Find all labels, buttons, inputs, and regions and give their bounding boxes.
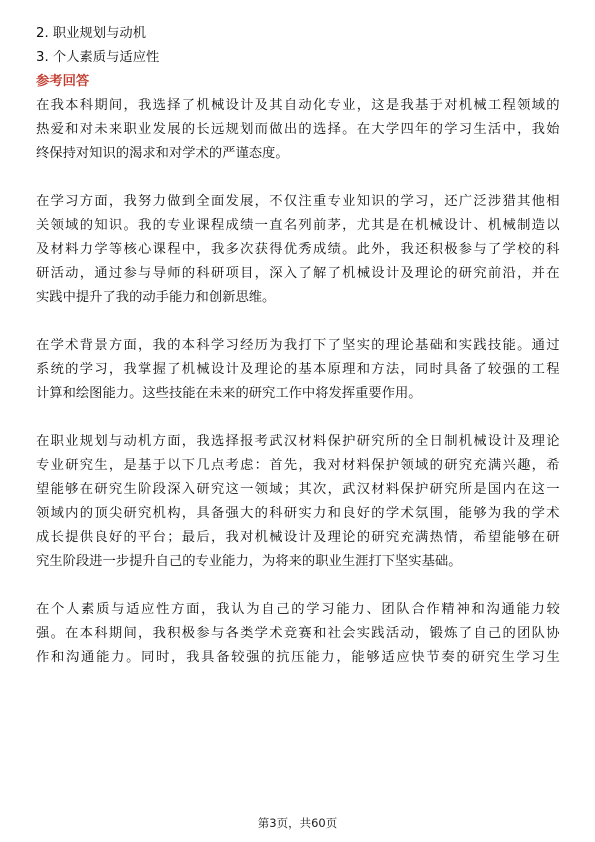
paragraph-line: 强 。 在 本 科 期 间 ， 我 积 极 参 与 各 类 学 术 竞 赛 和 社 会 实 践 活 动 ， 锻 炼 了 自 己 的 团 队 协 <box>36 626 560 641</box>
paragraph-line: 在 我 本 科 期 间 ， 我 选 择 了 机 械 设 计 及 其 自 动 化 专 业 ， 这 是 我 基 于 对 机 械 工 程 领 域 的 <box>36 98 560 113</box>
paragraph-gap <box>36 406 560 430</box>
paragraph <box>36 190 560 310</box>
paragraph-line: 关 领 域 的 知 识 。 我 的 专 业 课 程 成 绩 一 直 名 列 前 茅 ， 尤 其 是 在 机 械 设 计 、 机 械 制 造 以 <box>36 218 560 233</box>
paragraph-line: 终保持对知识的渴求和对学术的严谨态度。 <box>36 146 289 161</box>
paragraph-line: 作 和 沟 通 能 力 。 同 时 ， 我 具 备 较 强 的 抗 压 能 力 ， 能 够 适 应 快 节 奏 的 研 究 生 学 习 生 <box>36 650 560 665</box>
paragraph-line: 在 学 习 方 面 ， 我 努 力 做 到 全 面 发 展 ， 不 仅 注 重 专 业 知 识 的 学 习 ， 还 广 泛 涉 猎 其 他 相 <box>36 194 560 209</box>
paragraph-line: 在 个 人 素 质 与 适 应 性 方 面 ， 我 认 为 自 己 的 学 习 能 力 、 团 队 合 作 精 神 和 沟 通 能 力 较 <box>36 602 560 617</box>
list-item-career-planning: 2. 职业规划与动机 <box>36 26 146 41</box>
paragraph-line: 望 能 够 在 研 究 生 阶 段 深 入 研 究 这 一 领 域 ； 其 次 ， 武 汉 材 料 保 护 研 究 所 是 国 内 在 这 一 <box>36 482 560 497</box>
paragraph-line: 系 统 的 学 习 ， 我 掌 握 了 机 械 设 计 及 理 论 的 基 本 原 理 和 方 法 ， 同 时 具 备 了 较 强 的 工 程 <box>36 362 560 377</box>
paragraph-line: 实践中提升了我的动手能力和创新思维。 <box>36 290 276 305</box>
paragraph-line: 在 学 术 背 景 方 面 ， 我 的 本 科 学 习 经 历 为 我 打 下 了 坚 实 的 理 论 基 础 和 实 践 技 能 。 通 过 <box>36 338 560 353</box>
paragraph-line: 领 域 内 的 顶 尖 研 究 机 构 ， 具 备 强 大 的 科 研 实 力 和 良 好 的 学 术 氛 围 ， 能 够 为 我 的 学 术 <box>36 506 560 521</box>
page-number-footer: 第3页，共60页 <box>257 816 338 830</box>
paragraph-line: 成 长 提 供 良 好 的 平 台 ； 最 后 ， 我 对 机 械 设 计 及 理 论 的 研 究 充 满 热 情 ， 希 望 能 够 在 研 <box>36 530 560 545</box>
paragraph <box>36 334 560 406</box>
paragraph-gap <box>36 310 560 334</box>
paragraph-line: 及 材 料 力 学 等 核 心 课 程 中 ， 我 多 次 获 得 优 秀 成 绩 。 此 外 ， 我 还 积 极 参 与 了 学 校 的 科 <box>36 242 560 257</box>
paragraph-line: 专 业 研 究 生 ， 是 基 于 以 下 几 点 考 虑 ： 首 先 ， 我 对 材 料 保 护 领 域 的 研 究 充 满 兴 趣 ， 希 <box>36 458 560 473</box>
reference-answer-label: 参考回答 <box>36 74 90 89</box>
paragraph <box>36 430 560 574</box>
answer-paragraphs <box>36 94 560 670</box>
paragraph <box>36 598 560 670</box>
paragraph-line: 研 活 动 ， 通 过 参 与 导 师 的 科 研 项 目 ， 深 入 了 解 了 机 械 设 计 及 理 论 的 研 究 前 沿 ， 并 在 <box>36 266 560 281</box>
paragraph-line: 热 爱 和 对 未 来 职 业 发 展 的 长 远 规 划 而 做 出 的 选 择 。 在 大 学 四 年 的 学 习 生 活 中 ， 我 始 <box>36 122 560 137</box>
paragraph <box>36 94 560 166</box>
list-item-personal-qualities: 3. 个人素质与适应性 <box>36 50 160 65</box>
paragraph-line: 计算和绘图能力。这些技能在未来的研究工作中将发挥重要作用。 <box>36 386 422 401</box>
paragraph-line: 究生阶段进一步提升自己的专业能力，为将来的职业生涯打下坚实基础。 <box>36 554 462 569</box>
paragraph-line: 在 职 业 规 划 与 动 机 方 面 ， 我 选 择 报 考 武 汉 材 料 保 护 研 究 所 的 全 日 制 机 械 设 计 及 理 论 <box>36 434 560 449</box>
paragraph-gap <box>36 166 560 190</box>
paragraph-gap <box>36 574 560 598</box>
document-body <box>36 22 560 670</box>
